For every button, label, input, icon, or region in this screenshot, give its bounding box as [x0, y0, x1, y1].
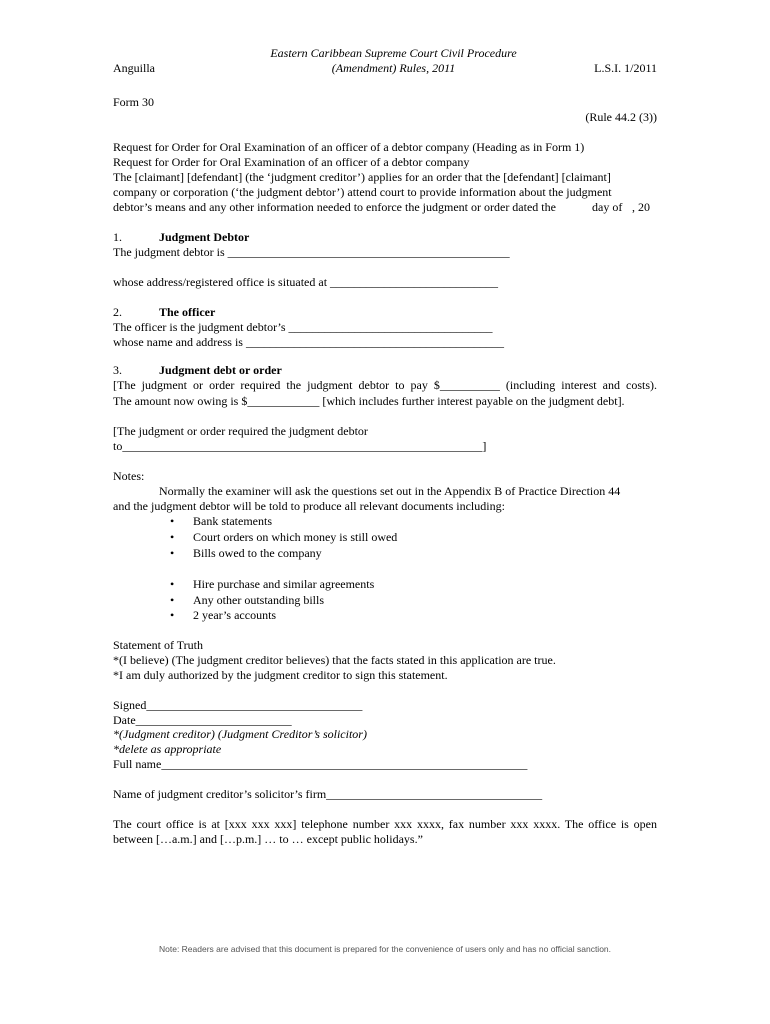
section1-debtor-line: The judgment debtor is _______________________________________________: [113, 245, 510, 259]
bullet-icon: •: [170, 577, 175, 591]
section3-title: Judgment debt or order: [159, 363, 282, 377]
section1-address-line: whose address/registered office is situated at ____________________________: [113, 275, 499, 289]
section3-required-line: [The judgment or order required the judgment debtor: [113, 424, 368, 438]
signed-field[interactable]: Signed____________________________________: [113, 698, 363, 712]
section3-pay-line: [The judgment or order required the judgment debtor to pay $__________ (including interest and costs).: [113, 378, 657, 392]
statement-of-truth-belief: *(I believe) (The judgment creditor believes) that the facts stated in this application are true.: [113, 653, 556, 667]
notes-label: Notes:: [113, 469, 145, 483]
bullet-icon: •: [170, 593, 175, 607]
section2-number: 2.: [113, 305, 122, 319]
rule-reference: (Rule 44.2 (3)): [585, 110, 657, 124]
section3-number: 3.: [113, 363, 122, 377]
section2-officer-line: The officer is the judgment debtor’s __________________________________: [113, 320, 493, 334]
signatory-role: *(Judgment creditor) (Judgment Creditor’s solicitor): [113, 727, 367, 741]
intro-line-1: The [claimant] [defendant] (the ‘judgment creditor’) applies for an order that the [defendant] [claimant]: [113, 170, 611, 184]
bullet-icon: •: [170, 608, 175, 622]
bullet-icon: •: [170, 514, 175, 528]
intro-year: , 20: [632, 200, 650, 214]
notes-paragraph-1: Normally the examiner will ask the questions set out in the Appendix B of Practice Direction 44: [159, 484, 621, 498]
statement-of-truth-title: Statement of Truth: [113, 638, 204, 652]
court-office-line-1: The court office is at [xxx xxx xxx] telephone number xxx xxxx, fax number xxx xxxx. The office is open: [113, 817, 657, 831]
section3-owing-line: The amount now owing is $____________ [which includes further interest payable on the judgment debt].: [113, 394, 625, 408]
list-item-label: Hire purchase and similar agreements: [193, 577, 375, 591]
intro-day-of: day of: [592, 200, 623, 214]
full-name-field[interactable]: Full name_____________________________________________________________: [113, 757, 528, 771]
form-label: Form 30: [113, 95, 155, 109]
heading-line-2: Request for Order for Oral Examination of an officer of a debtor company: [113, 155, 470, 169]
intro-line-3: debtor’s means and any other information needed to enforce the judgment or order dated the: [113, 200, 556, 214]
section2-title: The officer: [159, 305, 216, 319]
section3-to-line: to____________________________________________________________]: [113, 439, 487, 453]
delete-as-appropriate-note: *delete as appropriate: [113, 742, 222, 756]
list-item-label: 2 year’s accounts: [193, 608, 277, 622]
list-item-label: Any other outstanding bills: [193, 593, 324, 607]
intro-line-2: company or corporation (‘the judgment debtor’) attend court to provide information about the judgment: [113, 185, 612, 199]
solicitor-firm-field[interactable]: Name of judgment creditor’s solicitor’s firm____________________________________: [113, 787, 543, 801]
footer-disclaimer: Note: Readers are advised that this document is prepared for the convenience of users only and has no official sanction.: [158, 944, 612, 954]
header-title-line2: (Amendment) Rules, 2011: [331, 61, 456, 75]
section1-number: 1.: [113, 230, 122, 244]
bullet-icon: •: [170, 546, 175, 560]
date-field[interactable]: Date__________________________: [113, 713, 292, 727]
header-instrument-number: L.S.I. 1/2011: [594, 61, 657, 75]
list-item-label: Court orders on which money is still owed: [193, 530, 398, 544]
heading-line-1: Request for Order for Oral Examination of an officer of a debtor company (Heading as in Form 1): [113, 140, 585, 154]
header-title-line1: Eastern Caribbean Supreme Court Civil Procedure: [270, 46, 517, 60]
header-jurisdiction: Anguilla: [113, 61, 155, 75]
list-item-label: Bank statements: [193, 514, 272, 528]
section2-name-address-line: whose name and address is ___________________________________________: [113, 335, 504, 349]
statement-of-truth-authorization: *I am duly authorized by the judgment creditor to sign this statement.: [113, 668, 448, 682]
section1-title: Judgment Debtor: [159, 230, 250, 244]
list-item-label: Bills owed to the company: [193, 546, 322, 560]
court-office-line-2: between […a.m.] and […p.m.] … to … except public holidays.”: [113, 832, 423, 846]
notes-paragraph-2: and the judgment debtor will be told to produce all relevant documents including:: [113, 499, 505, 513]
bullet-icon: •: [170, 530, 175, 544]
